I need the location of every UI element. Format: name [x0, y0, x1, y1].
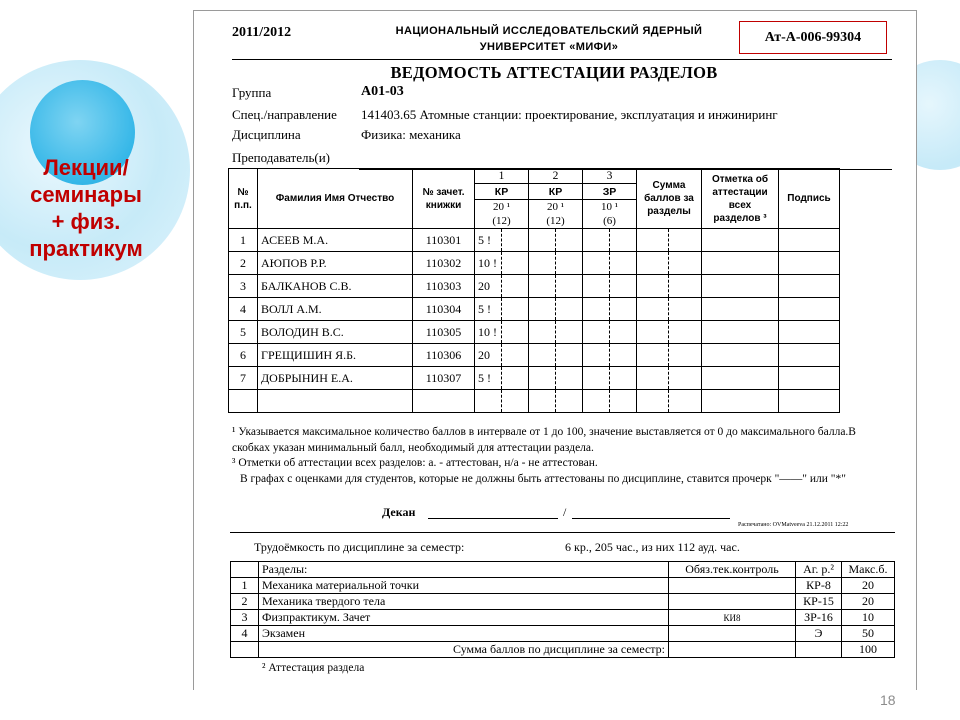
section-min: (12) — [529, 214, 583, 229]
section-type: ЗР — [583, 184, 637, 200]
section-name: Экзамен — [259, 626, 669, 642]
control-cell: КИ8 — [669, 610, 796, 626]
col-sections-header: Разделы: — [259, 562, 669, 578]
table-row — [231, 626, 895, 642]
ag-cell: КР-8 — [796, 578, 842, 594]
student-name: ГРЕЩИШИН Я.Б. — [258, 344, 413, 367]
university-name — [354, 23, 744, 55]
sheet-title: ВЕДОМОСТЬ АТТЕСТАЦИИ РАЗДЕЛОВ — [390, 63, 718, 82]
section-name: Физпрактикум. Зачет — [259, 610, 669, 626]
section-index: 3 — [583, 169, 637, 184]
table-row — [229, 252, 840, 275]
ag-cell: КР-15 — [796, 594, 842, 610]
footnote-extra: В графах с оценками для студентов, которые не должны быть аттестованы по дисциплине, ставится прочерк "——" или "*" — [240, 472, 846, 485]
max-cell: 20 — [842, 578, 895, 594]
footnotes — [232, 425, 892, 487]
side-title-line: + физ. — [51, 209, 121, 234]
total-label: Сумма баллов по дисциплине за семестр: — [259, 642, 669, 658]
divider — [232, 59, 892, 60]
student-name: ВОЛОДИН В.С. — [258, 321, 413, 344]
table-row — [229, 298, 840, 321]
student-name: ВОЛЛ А.М. — [258, 298, 413, 321]
table-row — [229, 275, 840, 298]
student-name: АЮПОВ Р.Р. — [258, 252, 413, 275]
col-max-header: Макс.б. — [842, 562, 895, 578]
section-max: 10 ¹ — [583, 200, 637, 215]
table-row — [229, 229, 840, 252]
row-number: 2 — [229, 252, 258, 275]
section-max: 20 ¹ — [475, 200, 529, 215]
table-row-empty — [229, 390, 840, 413]
score-cell: 20 — [475, 344, 502, 367]
section-index: 2 — [529, 169, 583, 184]
row-number: 4 — [229, 298, 258, 321]
footnote-1: ¹ Указывается максимальное количество баллов в интервале от 1 до 100, значение выставляется от 0 до максимального балла.В скобках указан минимальный балл, необходимый для аттестации раздела. — [232, 426, 856, 454]
group-value: А01-03 — [361, 84, 404, 99]
max-cell: 20 — [842, 594, 895, 610]
student-name: БАЛКАНОВ С.В. — [258, 275, 413, 298]
table-row — [231, 578, 895, 594]
record-book: 110303 — [413, 275, 475, 298]
university-line: УНИВЕРСИТЕТ «МИФИ» — [479, 41, 619, 53]
section-type: КР — [475, 184, 529, 200]
total-row — [231, 642, 895, 658]
col-mark-header: Отметка об аттестации всех разделов ³ — [702, 169, 779, 229]
attestation-sheet — [193, 10, 917, 506]
group-label: Группа — [232, 85, 272, 100]
col-sign-header: Подпись — [779, 169, 840, 229]
sections-table — [230, 561, 895, 658]
document-code: Ат-А-006-99304 — [739, 21, 887, 54]
table-row — [231, 594, 895, 610]
table-row — [229, 321, 840, 344]
row-number: 1 — [231, 578, 259, 594]
score-cell: 5 ! — [475, 229, 502, 252]
score-cell: 5 ! — [475, 298, 502, 321]
spec-label: Спец./направление — [232, 107, 337, 122]
score-cell: 20 — [475, 275, 502, 298]
student-name: АСЕЕВ М.А. — [258, 229, 413, 252]
col-ag-header: Аг. р.² — [796, 562, 842, 578]
printed-stamp: Распечатано: OVMatveeva 21.12.2011 12:22 — [738, 522, 849, 528]
section-min: (12) — [475, 214, 529, 229]
row-number: 5 — [229, 321, 258, 344]
academic-year: 2011/2012 — [232, 25, 292, 40]
row-number: 7 — [229, 367, 258, 390]
dean-name-line — [572, 518, 730, 519]
dean-label: Декан — [382, 505, 416, 519]
score-cell: 10 ! — [475, 252, 502, 275]
workload-value: 6 кр., 205 час., из них 112 ауд. час. — [565, 540, 740, 554]
side-title-line: семинары — [30, 182, 142, 207]
side-title-line: практикум — [29, 236, 143, 261]
col-book-header: № зачет. книжки — [413, 169, 475, 229]
spec-value: 141403.65 Атомные станции: проектирование, эксплуатация и инжиниринг — [361, 107, 778, 122]
table-row — [231, 610, 895, 626]
slash-separator: / — [563, 505, 567, 519]
divider — [230, 532, 895, 533]
workload-label: Трудоёмкость по дисциплине за семестр: — [254, 540, 465, 554]
max-cell: 10 — [842, 610, 895, 626]
slide-side-title — [6, 154, 166, 262]
row-number: 3 — [229, 275, 258, 298]
row-number: 3 — [231, 610, 259, 626]
control-cell — [669, 626, 796, 642]
row-number: 2 — [231, 594, 259, 610]
ag-cell: ЗР-16 — [796, 610, 842, 626]
section-name: Механика материальной точки — [259, 578, 669, 594]
row-number: 1 — [229, 229, 258, 252]
section-index: 1 — [475, 169, 529, 184]
section-max: 20 ¹ — [529, 200, 583, 215]
section-min: (6) — [583, 214, 637, 229]
col-sum-header: Сумма баллов за разделы — [637, 169, 702, 229]
row-number: 4 — [231, 626, 259, 642]
col-control-header: Обяз.тек.контроль — [669, 562, 796, 578]
record-book: 110305 — [413, 321, 475, 344]
student-name: ДОБРЫНИН Е.А. — [258, 367, 413, 390]
section-name: Механика твердого тела — [259, 594, 669, 610]
university-line: НАЦИОНАЛЬНЫЙ ИССЛЕДОВАТЕЛЬСКИЙ ЯДЕРНЫЙ — [395, 25, 703, 37]
record-book: 110301 — [413, 229, 475, 252]
table-row — [229, 344, 840, 367]
ag-cell: Э — [796, 626, 842, 642]
footnote-3: ³ Отметки об аттестации всех разделов: а. - аттестован, н/а - не аттестован. — [232, 457, 598, 469]
max-cell: 50 — [842, 626, 895, 642]
section-type: КР — [529, 184, 583, 200]
record-book: 110307 — [413, 367, 475, 390]
row-number: 6 — [229, 344, 258, 367]
record-book: 110304 — [413, 298, 475, 321]
teacher-label: Преподаватель(и) — [232, 150, 331, 165]
col-num-header: № п.п. — [229, 169, 258, 229]
record-book: 110302 — [413, 252, 475, 275]
total-value: 100 — [842, 642, 895, 658]
grades-table — [228, 168, 840, 413]
footnote-2: ² Аттестация раздела — [262, 662, 365, 674]
discipline-value: Физика: механика — [361, 127, 461, 142]
control-cell — [669, 578, 796, 594]
col-name-header: Фамилия Имя Отчество — [258, 169, 413, 229]
table-row — [229, 367, 840, 390]
score-cell: 5 ! — [475, 367, 502, 390]
control-cell — [669, 594, 796, 610]
score-cell: 10 ! — [475, 321, 502, 344]
page-number: 18 — [880, 692, 896, 708]
record-book: 110306 — [413, 344, 475, 367]
side-title-line: Лекции/ — [43, 155, 129, 180]
dean-signature-line — [428, 518, 558, 519]
discipline-label: Дисциплина — [232, 127, 301, 142]
